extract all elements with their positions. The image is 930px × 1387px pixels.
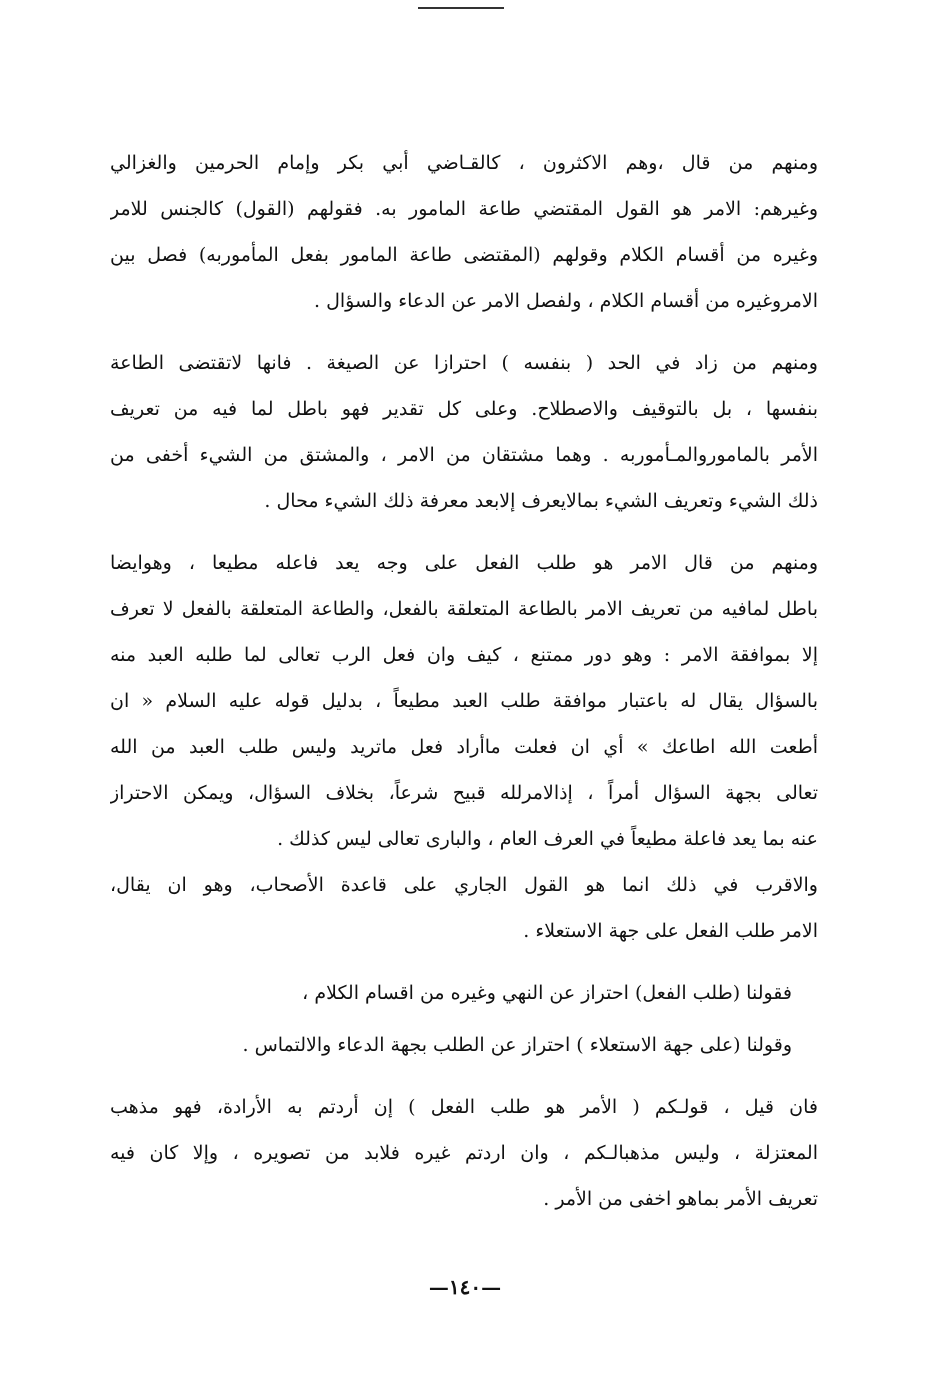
text-line: ومنهم من زاد في الحد ( بنفسه ) احترازا عن الصيغة . فانها لاتقتضى الطاعة (110, 352, 818, 374)
paragraph-2 (110, 340, 818, 524)
paragraph-6 (110, 1022, 818, 1068)
text-line: الامر طلب الفعل على جهة الاستعلاء . (523, 920, 818, 942)
text-line: فقولنا (طلب الفعل) احتراز عن النهي وغيره من اقسام الكلام ، (302, 982, 792, 1004)
top-rule (418, 7, 504, 9)
text-line: ومنهم من قال ،وهم الاكثرون ، كالقـاضي أبي بكر وإمام الحرمين والغزالي (110, 152, 818, 174)
paragraph-3 (110, 540, 818, 862)
text-line: إلا بموافقة الامر : وهو دور ممتنع ، كيف وان فعل الرب تعالى لما طلبه العبد منه (110, 644, 818, 666)
text-line: فان قيل ، قولـكم ( الأمر هو طلب الفعل ) إن أردتم به الأرادة، فهو مذهب (110, 1096, 818, 1118)
text-line: الامروغيره من أقسام الكلام ، ولفصل الامر عن الدعاء والسؤال . (313, 290, 818, 312)
text-line: أطعت الله اطاعك » أي ان فعلت ماأراد فعل ماتريد وليس طلب العبد من الله (110, 736, 818, 758)
text-line: عنه بما يعد فاعلة مطيعاً في العرف العام ، والبارى تعالى ليس كذلك . (277, 828, 818, 850)
text-line: بالسؤال يقال له باعتبار موافقة طلب العبد مطيعاً ، بدليل قوله عليه السلام « ان (110, 690, 818, 712)
text-line: ومنهم من قال الامر هو طلب الفعل على وجه يعد فاعله مطيعا ، وهوايضا (110, 552, 818, 574)
text-line: باطل لمافيه من تعريف الامر بالطاعة المتعلقة بالفعل، والطاعة المتعلقة بالفعل لا تعرف (110, 598, 818, 620)
text-line: وقولنا (على جهة الاستعلاء ) احتراز عن الطلب بجهة الدعاء والالتماس . (242, 1034, 792, 1056)
paragraph-1 (110, 140, 818, 324)
paragraph-7 (110, 1084, 818, 1222)
text-line: الأمر بالماموروالمـأموربه . وهما مشتقان من الامر ، والمشتق من الشيء أخفى من (110, 444, 818, 466)
text-line: وغيره من أقسام الكلام وقولهم (المقتضى طاعة المامور بفعل المأموربه) فصل بين (110, 244, 818, 266)
text-line: وغيرهم: الامر هو القول المقتضي طاعة المامور به. فقولهم (القول) كالجنس للامر (110, 198, 818, 220)
paragraph-5 (110, 970, 818, 1016)
text-line: والاقرب في ذلك انما هو القول الجاري على قاعدة الأصحاب، وهو ان يقال، (110, 874, 818, 896)
page-number: —١٤٠— (428, 1275, 502, 1299)
text-line: ذلك الشيء وتعريف الشيء بمالايعرف إلابعد معرفة ذلك الشيء محال . (264, 490, 818, 512)
body-text (110, 140, 818, 1222)
text-line: تعالى بجهة السؤال أمراً ، إذالامرلله قبيح شرعاً، بخلاف السؤال، ويمكن الاحتراز (110, 782, 818, 804)
text-line: المعتزلة ، وليس مذهبالـكم ، وان اردتم غيره فلابد من تصويره ، وإلا كان فيه (110, 1142, 818, 1164)
paragraph-4 (110, 862, 818, 954)
text-line: بنفسها ، بل بالتوقيف والاصطلاح. وعلى كل تقدير فهو باطل لما فيه من تعريف (110, 398, 818, 420)
text-line: تعريف الأمر بماهو اخفى من الأمر . (543, 1188, 818, 1210)
